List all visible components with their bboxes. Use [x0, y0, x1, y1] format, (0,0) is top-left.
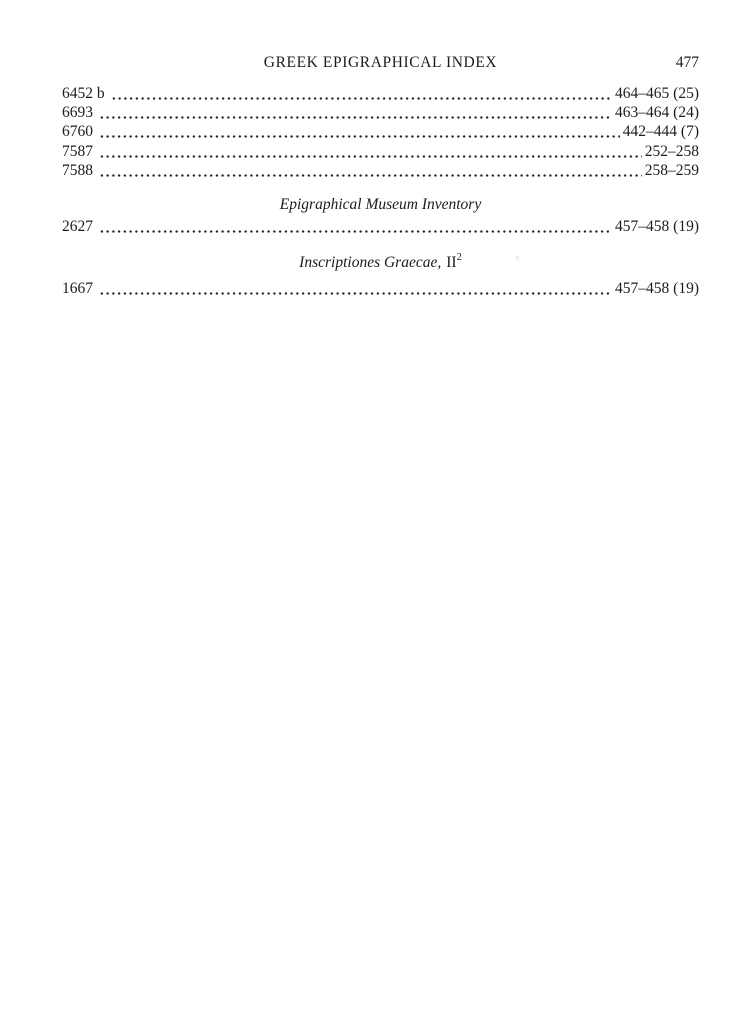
entry-pages: 464–465 (25) — [615, 85, 699, 102]
index-entry-row — [62, 142, 699, 161]
entry-pages: 442–444 (7) — [622, 123, 699, 141]
entry-number: 6760 — [62, 123, 93, 141]
dot-leader — [99, 217, 612, 236]
dot-leader — [99, 161, 642, 180]
scan-speck — [516, 255, 519, 260]
entry-number: 6452 b — [62, 85, 105, 102]
section-heading-inscriptiones-graecae — [62, 253, 699, 272]
page-title: GREEK EPIGRAPHICAL INDEX — [263, 54, 498, 71]
dot-leader — [99, 122, 620, 141]
index-entry-row — [62, 122, 699, 141]
dot-leader — [99, 142, 642, 161]
entry-pages: 252–258 — [644, 142, 699, 160]
entry-pages: 457–458 (19) — [615, 280, 699, 297]
index-entries-museum-inventory — [62, 217, 699, 236]
heading-superscript: 2 — [456, 251, 462, 263]
heading-italic-part: Inscriptiones Graecae, — [299, 254, 442, 271]
index-entries-continued — [62, 84, 699, 180]
dot-leader — [99, 103, 612, 122]
section-heading-epigraphical-museum-inventory: Epigraphical Museum Inventory — [279, 196, 482, 213]
dot-leader — [111, 84, 612, 103]
entry-pages: 457–458 (19) — [615, 218, 699, 235]
index-entry-row — [62, 84, 699, 103]
page-number: 477 — [675, 54, 699, 71]
entry-number: 7588 — [62, 161, 93, 179]
index-entry-row — [62, 279, 699, 298]
running-head — [62, 54, 699, 72]
dot-leader — [99, 279, 612, 298]
entry-pages: 258–259 — [644, 161, 699, 179]
entry-number: 1667 — [62, 280, 93, 297]
heading-roman-numeral: II — [446, 254, 457, 271]
entry-number: 7587 — [62, 142, 93, 160]
index-entry-row — [62, 103, 699, 122]
entry-number: 6693 — [62, 104, 93, 122]
index-entries-inscriptiones-graecae — [62, 279, 699, 298]
entry-pages: 463–464 (24) — [615, 104, 699, 122]
entry-number: 2627 — [62, 218, 93, 235]
index-entry-row — [62, 217, 699, 236]
index-entry-row — [62, 161, 699, 180]
